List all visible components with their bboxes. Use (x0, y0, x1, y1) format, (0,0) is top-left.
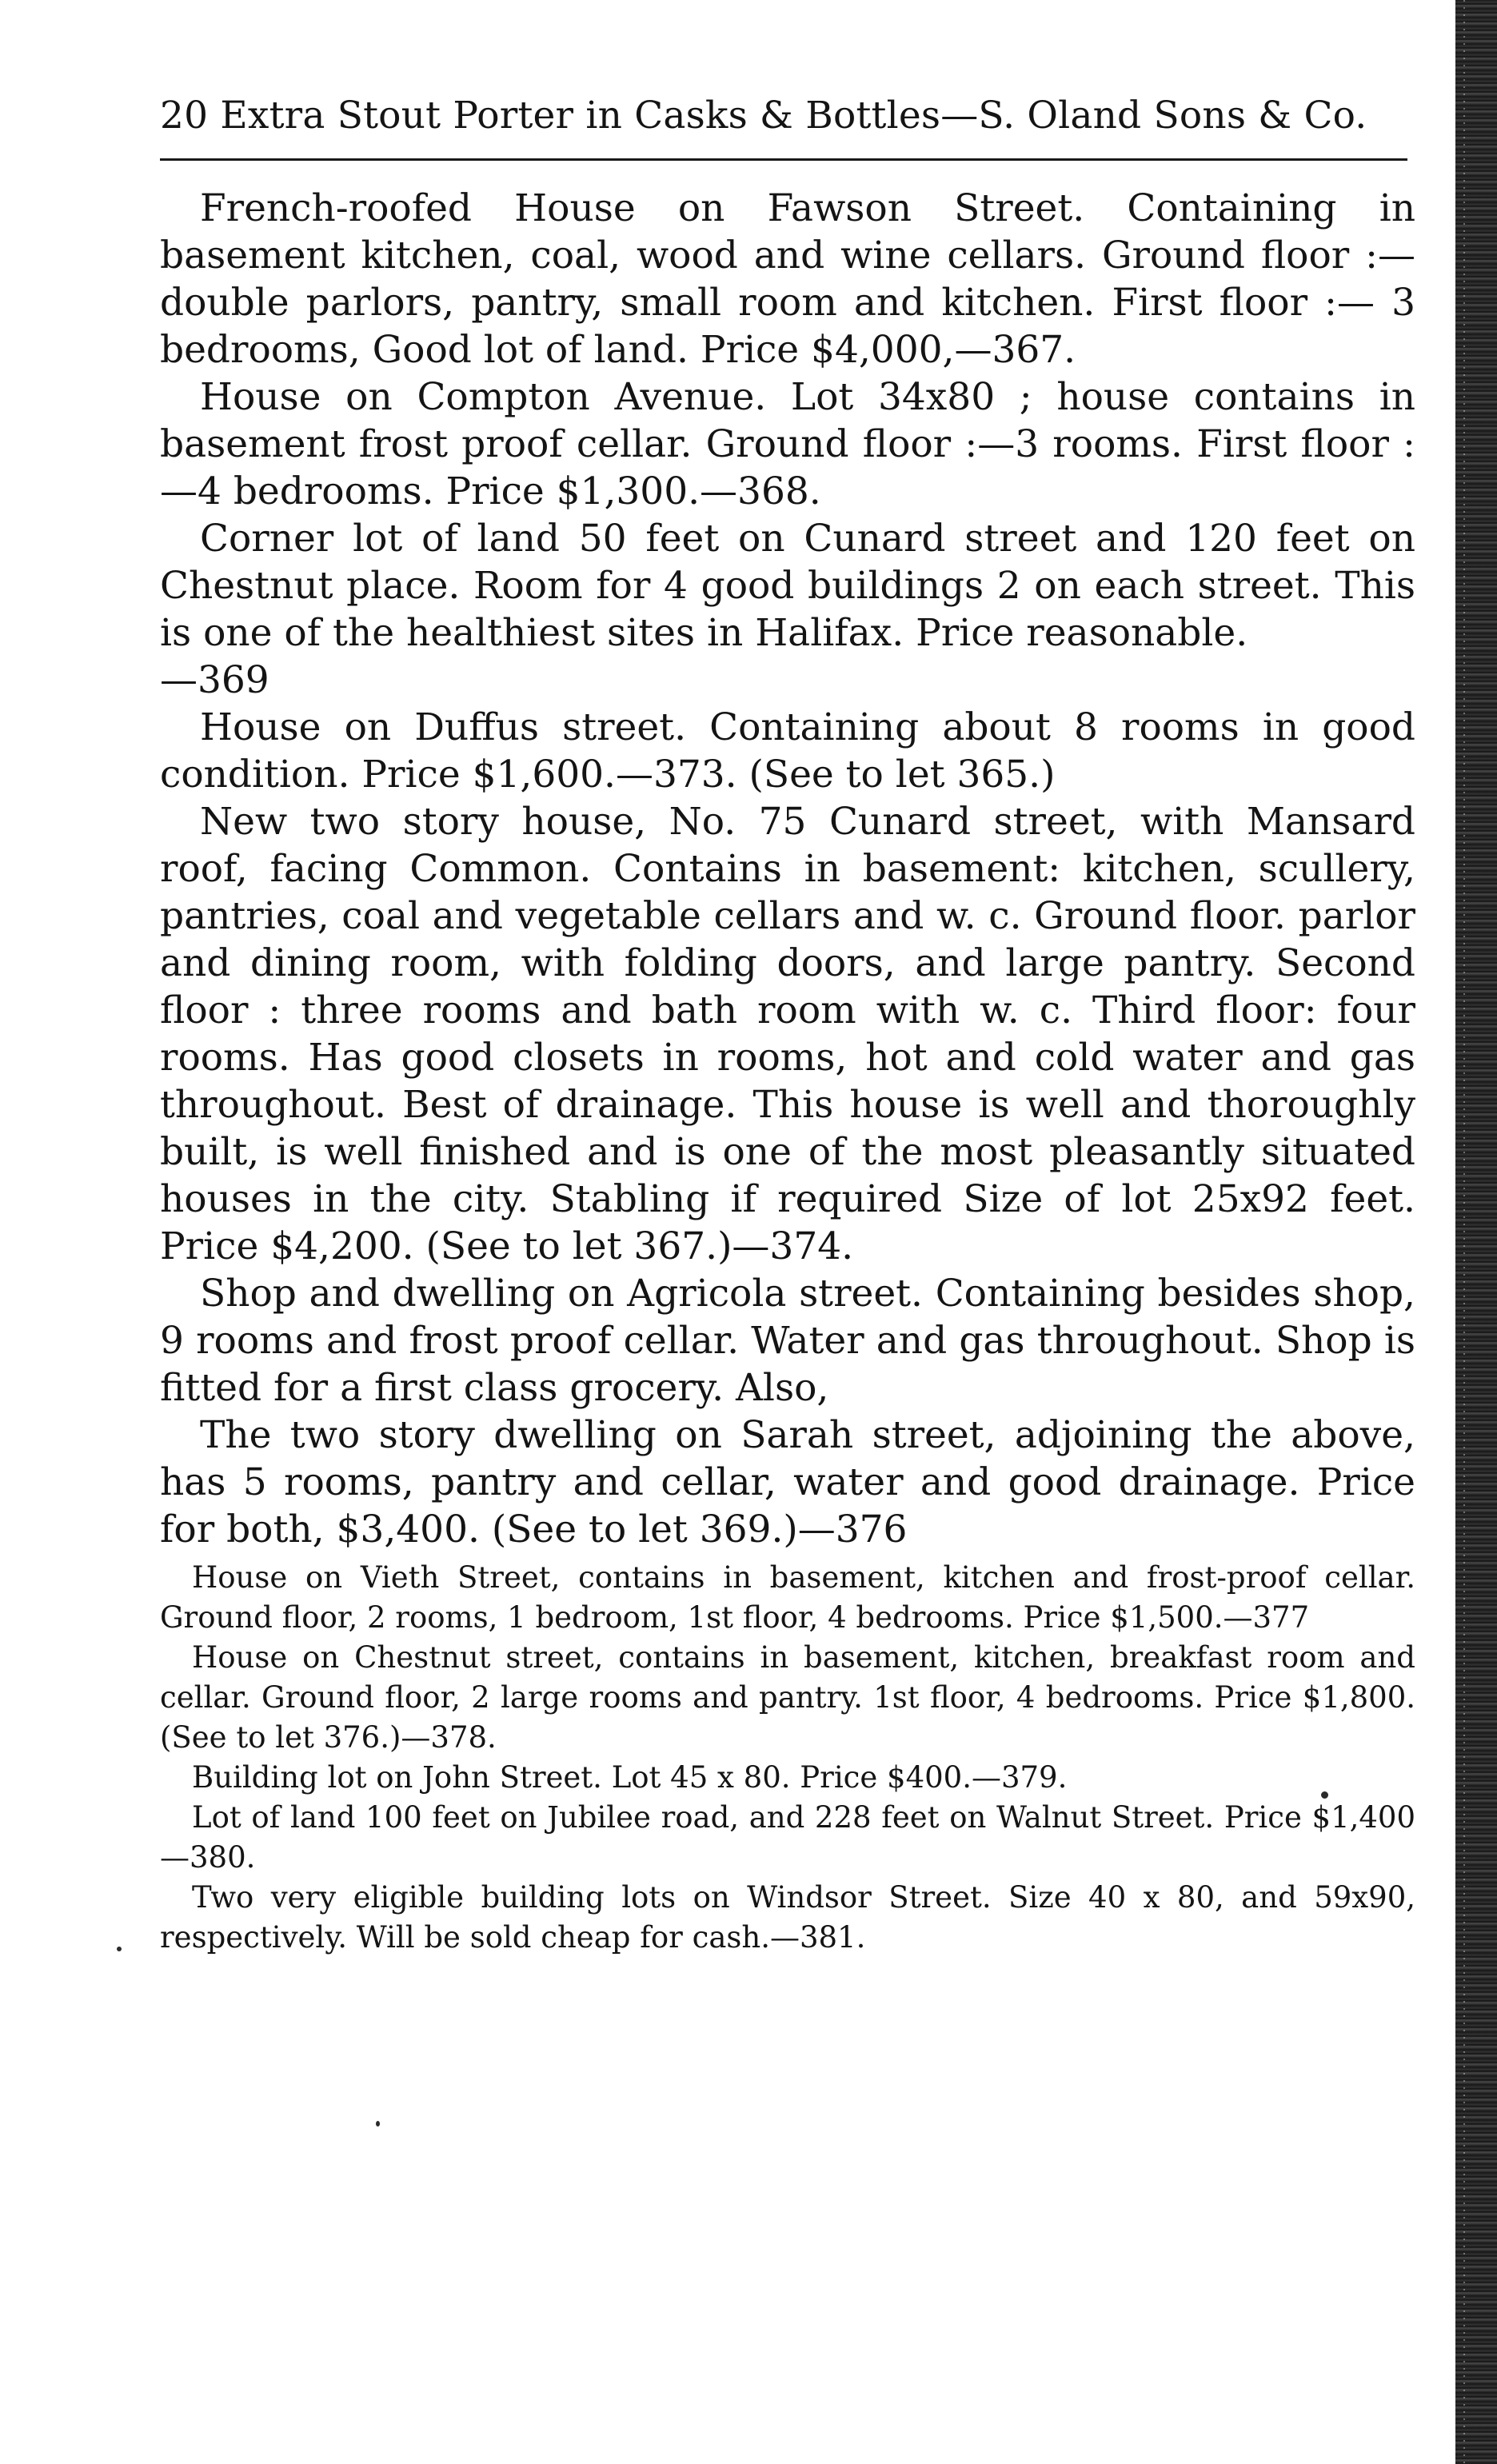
listing-paragraph: House on Duffus street. Containing about 8 rooms in good condition. Price $1,600.—373. (See to let 365.) (160, 705, 1415, 797)
listing-paragraph: —369 (160, 658, 269, 702)
listing-paragraph: House on Compton Avenue. Lot 34x80 ; house contains in basement frost proof cellar. Ground floor :—3 rooms. First floor :—4 bedrooms. Price $1,300.—368. (160, 375, 1415, 513)
listing-paragraph: French-roofed House on Fawson Street. Containing in basement kitchen, coal, wood and wine cellars. Ground floor :— double parlors, pantry, small room and kitchen. First floor :— 3 bedrooms, Good lot of land. Price $4,000,—367. (160, 186, 1415, 372)
listing-paragraph: The two story dwelling on Sarah street, adjoining the above, has 5 rooms, pantry and cellar, water and good drainage. Price for both, $3,400. (See to let 369.)—376 (160, 1413, 1415, 1551)
listing-paragraph: Shop and dwelling on Agricola street. Containing besides shop, 9 rooms and frost proof cellar. Water and gas throughout. Shop is fitted for a first class grocery. Also, (160, 1272, 1415, 1410)
property-listings-small-print (160, 1558, 1415, 1958)
small-print-listing: Two very eligible building lots on Windsor Street. Size 40 x 80, and 59x90, respectively. Will be sold cheap for cash.—381. (160, 1880, 1415, 1955)
small-print-listing: House on Chestnut street, contains in basement, kitchen, breakfast room and cellar. Ground floor, 2 large rooms and pantry. 1st floor, 4 bedrooms. Price $1,800. (See to let 376.)—378. (160, 1640, 1415, 1755)
listing-paragraph: Corner lot of land 50 feet on Cunard street and 120 feet on Chestnut place. Room for 4 good buildings 2 on each street. This is one of the healthiest sites in Halifax. Price reasonable. (160, 517, 1415, 655)
running-title: Extra Stout Porter in Casks & Bottles—S. Oland Sons & Co. (220, 94, 1367, 138)
small-print-listing: Building lot on John Street. Lot 45 x 80. Price $400.—379. (192, 1760, 1068, 1795)
scanned-page-edge (1455, 0, 1497, 2464)
scan-speck (376, 2121, 380, 2127)
property-listings-main (160, 185, 1415, 1553)
header-rule (160, 158, 1407, 161)
scan-speck (1321, 1791, 1328, 1799)
book-page (160, 80, 1415, 1958)
page-number: 20 (160, 94, 209, 138)
listing-paragraph: New two story house, No. 75 Cunard street, with Mansard roof, facing Common. Contains in basement: kitchen, scullery, pantries, coal and vegetable cellars and w. c. Ground floor. parlor and dining room, with folding doors, and large pantry. Second floor : three rooms and bath room with w. c. Third floor: four rooms. Has good closets in rooms, hot and cold water and gas throughout. Best of drainage. This house is well and thoroughly built, is well finished and is one of the most pleasantly situated houses in the city. Stabling if required Size of lot 25x92 feet. Price $4,200. (See to let 367.)—374. (160, 800, 1415, 1268)
running-head (160, 80, 1415, 152)
small-print-listing: Lot of land 100 feet on Jubilee road, and 228 feet on Walnut Street. Price $1,400—380. (160, 1800, 1415, 1875)
small-print-listing: House on Vieth Street, contains in basement, kitchen and frost-proof cellar. Ground floor, 2 rooms, 1 bedroom, 1st floor, 4 bedrooms. Price $1,500.—377 (160, 1560, 1415, 1635)
scan-speck (117, 1947, 122, 1951)
